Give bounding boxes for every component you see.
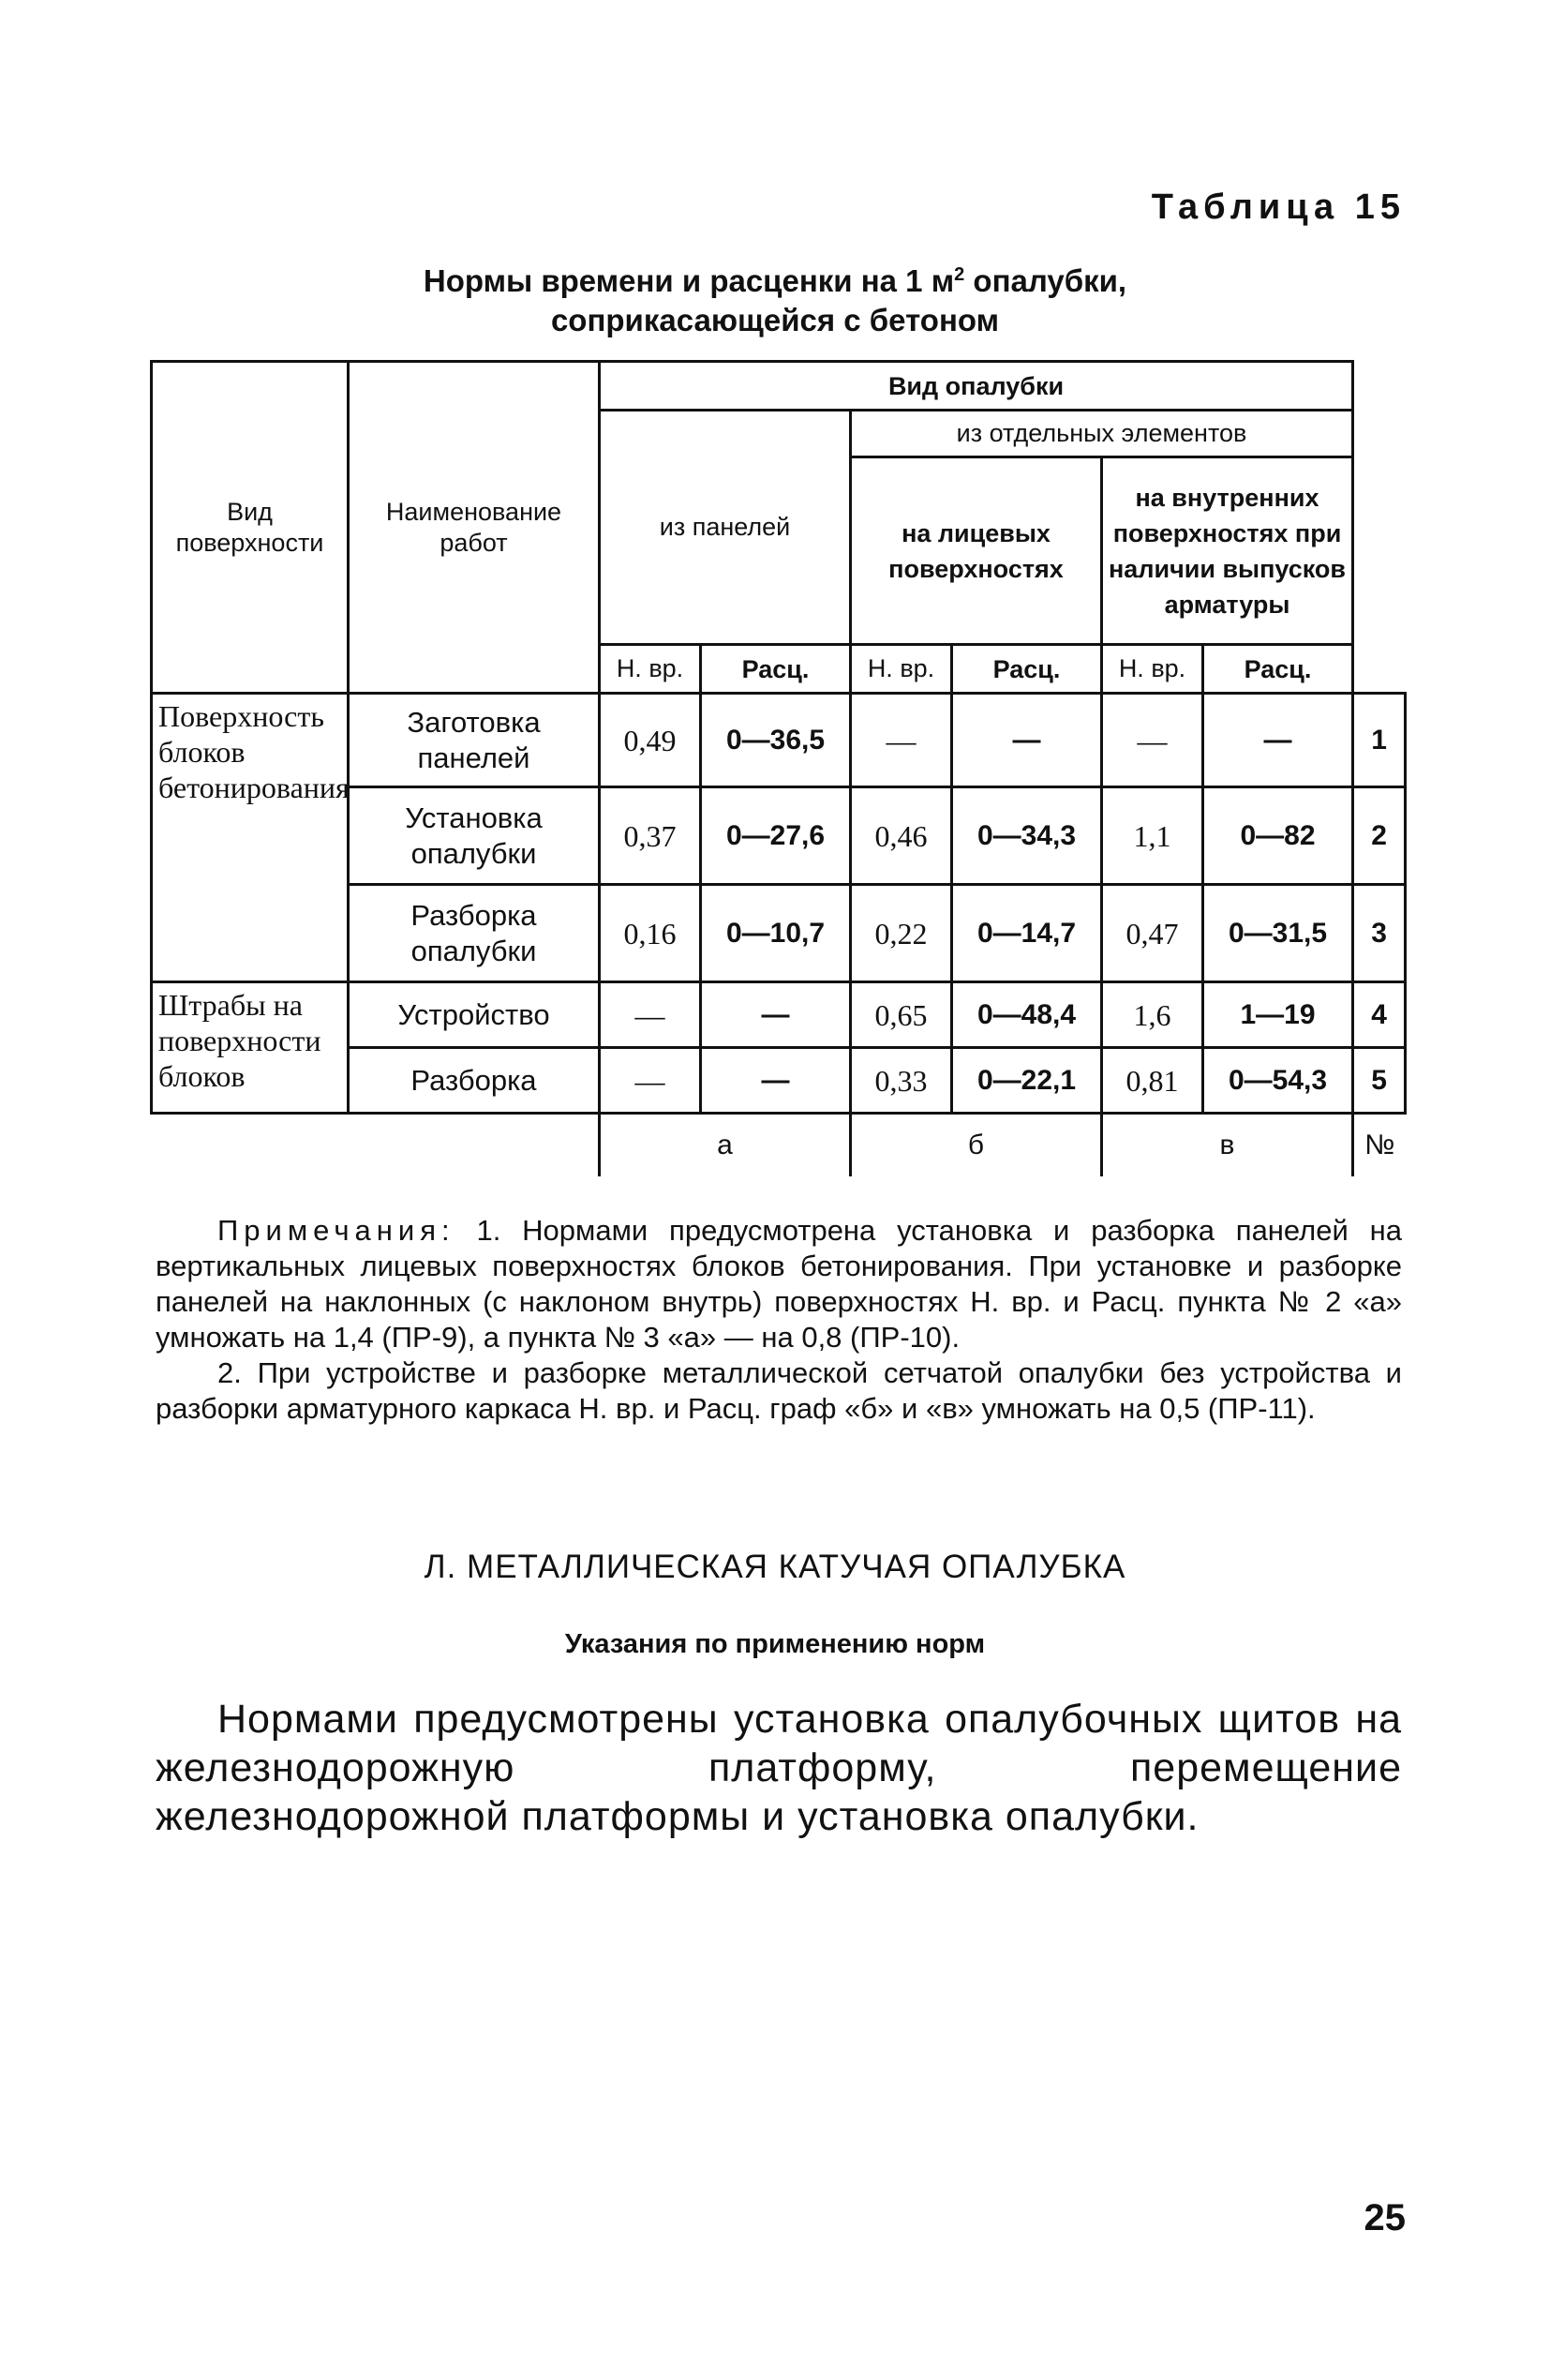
cell-a-rasc: — <box>701 982 851 1048</box>
caption-line-1 <box>0 255 1550 301</box>
cell-c-rasc: 0—82 <box>1203 787 1353 885</box>
header-from-elements: из отдельных элементов <box>851 411 1353 457</box>
row-number: 2 <box>1353 787 1406 885</box>
header-inner-surfaces: на внутренних поверхностях при наличии выпусков арматуры <box>1102 457 1353 645</box>
cell-a-hvr: — <box>600 982 701 1048</box>
cell-c-hvr: 0,47 <box>1102 885 1203 982</box>
caption-text-a: Нормы времени и расценки на 1 м <box>423 263 955 298</box>
note-1 <box>156 1213 1402 1355</box>
cell-b-rasc: 0—22,1 <box>952 1048 1102 1114</box>
cell-a-rasc: 0—36,5 <box>701 694 851 787</box>
row-number: 3 <box>1353 885 1406 982</box>
footer-num: № <box>1353 1114 1406 1177</box>
cell-b-hvr: 0,22 <box>851 885 952 982</box>
cell-a-rasc: 0—10,7 <box>701 885 851 982</box>
work-cell: Разборка <box>349 1048 600 1114</box>
cell-a-rasc: 0—27,6 <box>701 787 851 885</box>
footer-col-b: б <box>851 1114 1102 1177</box>
work-cell: Установка опалубки <box>349 787 600 885</box>
caption-text-b: опалубки, <box>964 263 1127 298</box>
cell-b-hvr: — <box>851 694 952 787</box>
cell-b-hvr: 0,46 <box>851 787 952 885</box>
footer-col-a: а <box>600 1114 851 1177</box>
cell-a-hvr: 0,16 <box>600 885 701 982</box>
header-rasc-a: Расц. <box>701 645 851 694</box>
table-row <box>152 694 1406 787</box>
notes-label: Примечания: <box>217 1214 455 1247</box>
cell-c-rasc: 0—54,3 <box>1203 1048 1353 1114</box>
cell-c-hvr: 1,6 <box>1102 982 1203 1048</box>
header-hvr-c: Н. вр. <box>1102 645 1203 694</box>
cell-b-rasc: 0—14,7 <box>952 885 1102 982</box>
work-cell: Разборка опалубки <box>349 885 600 982</box>
row-number: 1 <box>1353 694 1406 787</box>
cell-b-rasc: 0—48,4 <box>952 982 1102 1048</box>
table-label: Таблица 15 <box>1151 187 1406 227</box>
cell-c-rasc: — <box>1203 694 1353 787</box>
cell-c-rasc: 0—31,5 <box>1203 885 1353 982</box>
work-cell: Устройство <box>349 982 600 1048</box>
surface-cell: Штрабы на поверхности блоков <box>152 982 349 1114</box>
note-2: 2. При устройстве и разборке металлической сетчатой опалубки без устройства и разборки арматурного каркаса Н. вр. и Расц. граф «б» и «в» умножать на 0,5 (ПР-11). <box>156 1356 1402 1425</box>
header-front-surfaces: на лицевых поверхностях <box>851 457 1102 645</box>
cell-b-hvr: 0,65 <box>851 982 952 1048</box>
section-title: Л. МЕТАЛЛИЧЕСКАЯ КАТУЧАЯ ОПАЛУБКА <box>424 1549 1126 1585</box>
cell-a-rasc: — <box>701 1048 851 1114</box>
table-caption <box>0 255 1550 340</box>
header-formwork-type: Вид опалубки <box>600 362 1353 411</box>
norms-table <box>150 360 1407 1176</box>
surface-cell: Поверхность блоков бетонирования <box>152 694 349 982</box>
cell-b-hvr: 0,33 <box>851 1048 952 1114</box>
header-rasc-b: Расц. <box>952 645 1102 694</box>
cell-b-rasc: 0—34,3 <box>952 787 1102 885</box>
body-paragraph: Нормами предусмотрены установка опалубочных щитов на железнодорожную платформу, перемещение железнодорожной платформы и установка опалубки. <box>156 1697 1402 1839</box>
cell-b-rasc: — <box>952 694 1102 787</box>
header-surface-type: Вид поверхности <box>152 362 349 694</box>
cell-a-hvr: — <box>600 1048 701 1114</box>
row-number: 5 <box>1353 1048 1406 1114</box>
cell-a-hvr: 0,37 <box>600 787 701 885</box>
header-hvr-b: Н. вр. <box>851 645 952 694</box>
table-row <box>152 982 1406 1048</box>
header-rasc-c: Расц. <box>1203 645 1353 694</box>
subsection-title: Указания по применению норм <box>564 1629 986 1659</box>
cell-a-hvr: 0,49 <box>600 694 701 787</box>
work-cell: Заготовка панелей <box>349 694 600 787</box>
note-1-text: 1. Нормами предусмотрена установка и разборка панелей на вертикальных лицевых поверхностях блоков бетонирования. При установке и разборке панелей на наклонных (с наклоном внутрь) поверхностях Н. вр. и Расц. пункта № 2 «а» умножать на 1,4 (ПР-9), а пункта № 3 «а» — на 0,8 (ПР-10). <box>156 1214 1402 1354</box>
header-work-name: Наименование работ <box>349 362 600 694</box>
cell-c-rasc: 1—19 <box>1203 982 1353 1048</box>
header-blank <box>1353 362 1406 694</box>
cell-c-hvr: — <box>1102 694 1203 787</box>
page-number: 25 <box>1364 2197 1406 2238</box>
footer-blank <box>152 1114 600 1177</box>
header-hvr-a: Н. вр. <box>600 645 701 694</box>
cell-c-hvr: 0,81 <box>1102 1048 1203 1114</box>
cell-c-hvr: 1,1 <box>1102 787 1203 885</box>
caption-line-2: соприкасающейся с бетоном <box>550 303 1000 337</box>
header-from-panels: из панелей <box>600 411 851 645</box>
footer-col-c: в <box>1102 1114 1353 1177</box>
row-number: 4 <box>1353 982 1406 1048</box>
table-footer-row <box>152 1114 1406 1177</box>
caption-superscript: 2 <box>954 264 965 285</box>
notes <box>156 1213 1402 1427</box>
